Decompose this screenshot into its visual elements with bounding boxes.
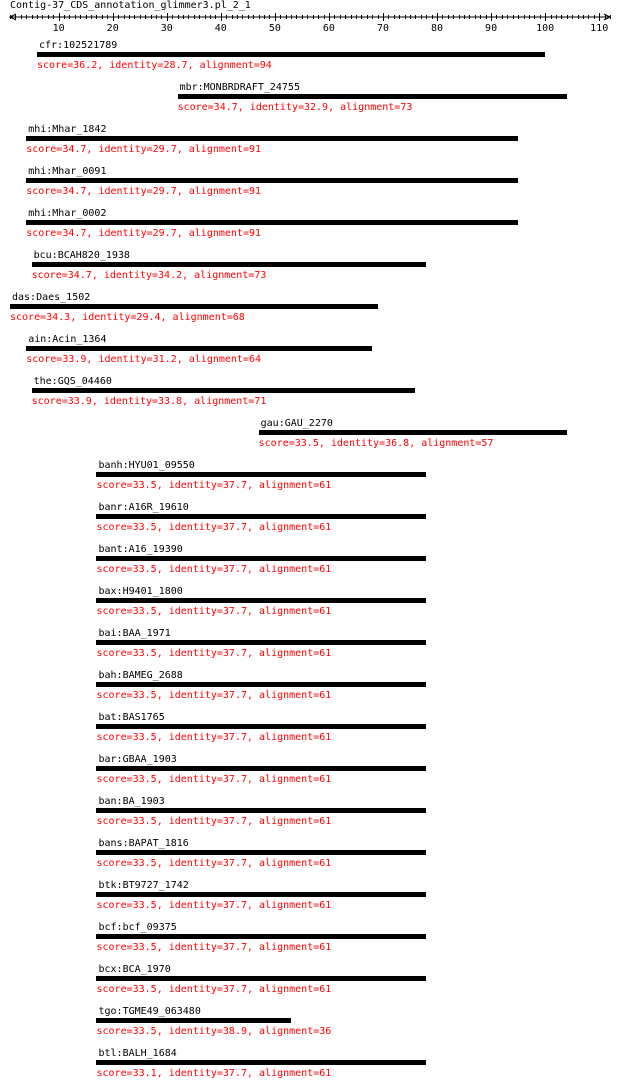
alignment-bar [96, 556, 426, 561]
hit-row [0, 754, 620, 796]
axis-tick-label: 60 [322, 23, 335, 34]
hit-stats: score=33.5, identity=37.7, alignment=61 [96, 984, 332, 995]
alignment-bar [10, 304, 378, 309]
axis-tick-label: 70 [376, 23, 389, 34]
hit-stats: score=33.5, identity=37.7, alignment=61 [96, 606, 332, 617]
hit-stats: score=33.5, identity=37.7, alignment=61 [96, 858, 332, 869]
alignment-bar [96, 766, 426, 771]
alignment-bar [178, 94, 567, 99]
hit-name: bah:BAMEG_2688 [98, 670, 183, 681]
hit-name: bcx:BCA_1970 [98, 964, 171, 975]
alignment-bar [37, 52, 545, 57]
hit-stats: score=33.5, identity=37.7, alignment=61 [96, 942, 332, 953]
hit-stats: score=34.7, identity=29.7, alignment=91 [26, 186, 262, 197]
alignment-bar [96, 808, 426, 813]
hit-row [0, 1006, 620, 1048]
alignment-bar [96, 934, 426, 939]
alignment-bar [96, 724, 426, 729]
hit-row [0, 586, 620, 628]
axis-tick-label: 30 [160, 23, 173, 34]
hit-row [0, 670, 620, 712]
hit-name: banh:HYU01_09550 [98, 460, 195, 471]
hit-stats: score=33.5, identity=37.7, alignment=61 [96, 900, 332, 911]
hit-row [0, 250, 620, 292]
hit-name: bax:H9401_1800 [98, 586, 183, 597]
hit-name: bat:BAS1765 [98, 712, 165, 723]
hit-name: mbr:MONBRDRAFT_24755 [179, 82, 300, 93]
hit-stats: score=33.5, identity=37.7, alignment=61 [96, 774, 332, 785]
hit-stats: score=33.5, identity=37.7, alignment=61 [96, 648, 332, 659]
alignment-bar [96, 598, 426, 603]
hit-stats: score=34.7, identity=29.7, alignment=91 [26, 144, 262, 155]
hit-name: btk:BT9727_1742 [98, 880, 189, 891]
hit-stats: score=33.9, identity=33.8, alignment=71 [31, 396, 267, 407]
axis-tick-label: 90 [485, 23, 498, 34]
position-ruler [0, 0, 620, 36]
hit-stats: score=36.2, identity=28.7, alignment=94 [37, 60, 272, 71]
hit-row [0, 40, 620, 82]
hit-row [0, 796, 620, 838]
hit-name: the:GQS_04460 [33, 376, 112, 387]
alignment-bar [32, 388, 416, 393]
alignment-bar [96, 1060, 426, 1065]
axis-tick-label: 20 [106, 23, 119, 34]
hit-stats: score=33.9, identity=31.2, alignment=64 [26, 354, 262, 365]
hit-name: mhi:Mhar_1842 [28, 124, 107, 135]
hit-row [0, 922, 620, 964]
hit-row [0, 208, 620, 250]
hit-stats: score=33.5, identity=37.7, alignment=61 [96, 480, 332, 491]
hit-name: mhi:Mhar_0002 [28, 208, 107, 219]
hit-row [0, 1048, 620, 1090]
hit-row [0, 376, 620, 418]
hit-name: bar:GBAA_1903 [98, 754, 177, 765]
axis-tick-label: 50 [268, 23, 281, 34]
hit-stats: score=33.5, identity=37.7, alignment=61 [96, 522, 332, 533]
hit-stats: score=34.7, identity=29.7, alignment=91 [26, 228, 262, 239]
hit-stats: score=34.3, identity=29.4, alignment=68 [10, 312, 245, 323]
hit-name: ban:BA_1903 [98, 796, 165, 807]
hit-name: bant:A16_19390 [98, 544, 183, 555]
alignment-bar [96, 976, 426, 981]
hit-stats: score=33.5, identity=36.8, alignment=57 [258, 438, 494, 449]
hit-row [0, 166, 620, 208]
hit-name: das:Daes_1502 [12, 292, 91, 303]
hit-row [0, 460, 620, 502]
hit-name: cfr:102521789 [39, 40, 118, 51]
hit-name: bai:BAA_1971 [98, 628, 171, 639]
hit-row [0, 544, 620, 586]
hit-name: btl:BALH_1684 [98, 1048, 177, 1059]
hit-row [0, 628, 620, 670]
hit-row [0, 712, 620, 754]
alignment-bar [259, 430, 567, 435]
alignment-bar [26, 178, 518, 183]
alignment-bar [32, 262, 427, 267]
alignment-bar [96, 514, 426, 519]
hit-stats: score=33.5, identity=37.7, alignment=61 [96, 816, 332, 827]
hit-name: bans:BAPAT_1816 [98, 838, 189, 849]
hit-name: ain:Acin_1364 [28, 334, 107, 345]
hit-stats: score=34.7, identity=32.9, alignment=73 [177, 102, 413, 113]
hit-name: mhi:Mhar_0091 [28, 166, 107, 177]
hit-stats: score=33.5, identity=37.7, alignment=61 [96, 690, 332, 701]
axis-tick-label: 10 [52, 23, 65, 34]
hit-row [0, 292, 620, 334]
hit-stats: score=34.7, identity=34.2, alignment=73 [31, 270, 267, 281]
alignment-bar [96, 640, 426, 645]
hit-row [0, 418, 620, 460]
contig-title: Contig-37_CDS_annotation_glimmer3.pl_2_1 [10, 0, 251, 11]
hit-row [0, 334, 620, 376]
hit-stats: score=33.5, identity=37.7, alignment=61 [96, 564, 332, 575]
alignment-bar [96, 472, 426, 477]
alignment-bar [96, 1018, 291, 1023]
hit-row [0, 838, 620, 880]
hit-name: gau:GAU_2270 [260, 418, 333, 429]
hit-name: tgo:TGME49_063480 [98, 1006, 201, 1017]
axis-tick-label: 100 [536, 23, 555, 34]
hit-row [0, 82, 620, 124]
hit-row [0, 964, 620, 1006]
axis-tick-label: 110 [590, 23, 609, 34]
axis-tick-label: 40 [214, 23, 227, 34]
alignment-bar [96, 892, 426, 897]
hit-row [0, 124, 620, 166]
alignment-bar [26, 220, 518, 225]
alignment-bar [26, 136, 518, 141]
hit-row [0, 502, 620, 544]
hit-name: bcf:bcf_09375 [98, 922, 177, 933]
alignment-bar [96, 850, 426, 855]
hit-row [0, 880, 620, 922]
hit-stats: score=33.5, identity=38.9, alignment=36 [96, 1026, 332, 1037]
hit-name: banr:A16R_19610 [98, 502, 189, 513]
alignment-bar [96, 682, 426, 687]
axis-tick-label: 80 [431, 23, 444, 34]
hit-stats: score=33.5, identity=37.7, alignment=61 [96, 732, 332, 743]
alignment-bar [26, 346, 372, 351]
hit-stats: score=33.1, identity=37.7, alignment=61 [96, 1068, 332, 1079]
hit-name: bcu:BCAH820_1938 [33, 250, 130, 261]
